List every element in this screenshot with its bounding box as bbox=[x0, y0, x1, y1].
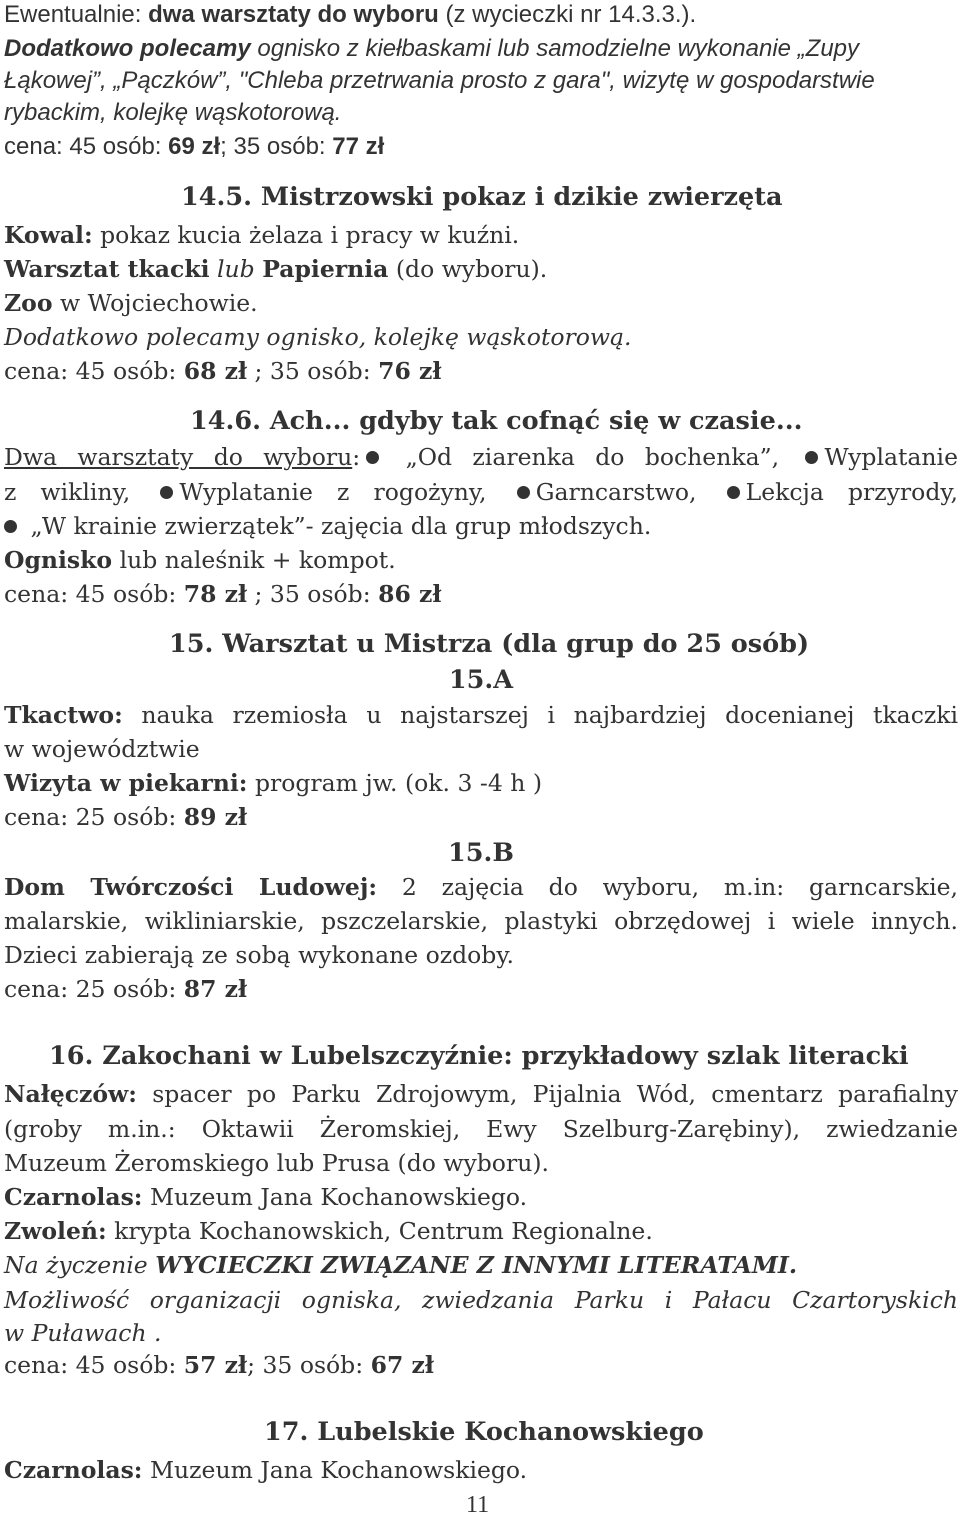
s16-naleczow-3: Muzeum Żeromskiego lub Prusa (do wyboru). bbox=[4, 1149, 549, 1177]
zyczenie-bold: WYCIECZKI ZWIĄZANE Z INNYMI LITERATAMI. bbox=[155, 1251, 798, 1279]
section-15b-title: 15.B bbox=[448, 838, 514, 868]
piekarnia-text: program jw. (ok. 3 -4 h ) bbox=[247, 769, 543, 797]
czarnolas-label: Czarnolas: bbox=[4, 1456, 143, 1484]
workshops-label: Dwa warsztaty do wyboru bbox=[4, 443, 353, 471]
bullet-icon bbox=[727, 486, 740, 499]
price-label: cena: bbox=[4, 580, 69, 608]
intro-recommend-text: ognisko z kiełbaskami lub samodzielne wykonanie „Zupy bbox=[250, 35, 860, 62]
czarnolas-text: Muzeum Jana Kochanowskiego. bbox=[142, 1456, 528, 1484]
price-label: cena: bbox=[4, 803, 69, 831]
price-label: cena: bbox=[4, 357, 69, 385]
price-text: 45 osób: bbox=[68, 580, 184, 608]
price-text: 45 osób: bbox=[62, 133, 169, 160]
price-label: cena: bbox=[4, 1351, 69, 1379]
workshop-item: Lekcja przyrody, bbox=[745, 478, 958, 506]
bullet-icon bbox=[805, 451, 818, 464]
s15-tkactwo bbox=[4, 700, 958, 730]
s15-dom-3: Dzieci zabierają ze sobą wykonane ozdoby. bbox=[4, 941, 514, 969]
section-15a-title: 15.A bbox=[448, 665, 514, 695]
s145-warsztat bbox=[4, 254, 547, 284]
price-value: 68 zł bbox=[183, 357, 248, 385]
czarnolas-label: Czarnolas: bbox=[4, 1183, 143, 1211]
s15b-price bbox=[4, 974, 247, 1004]
zoo-text: w Wojciechowie. bbox=[52, 289, 258, 317]
naleczow-text: spacer po Parku Zdrojowym, Pijalnia Wód, cmentarz parafialny bbox=[136, 1080, 958, 1108]
workshop-item: Wyplatanie bbox=[824, 443, 958, 471]
intro-line-3: Łąkowej”, „Pączków”, "Chleba przetrwania prosto z gara", wizytę w gospodarstwie bbox=[4, 67, 875, 94]
zwolen-label: Zwoleń: bbox=[4, 1217, 107, 1245]
piekarnia-label: Wizyta w piekarni: bbox=[4, 769, 248, 797]
intro-prefix: Ewentualnie: bbox=[4, 1, 149, 28]
workshop-item: „Od ziarenka do bochenka”, bbox=[405, 443, 780, 471]
ognisko-text: lub naleśnik + kompot. bbox=[112, 546, 396, 574]
price-text: ; 35 osób: bbox=[247, 1351, 371, 1379]
bullet-icon bbox=[4, 520, 17, 533]
price-text: 45 osób: bbox=[68, 357, 184, 385]
price-value: 77 zł bbox=[332, 133, 385, 160]
s16-zyczenie bbox=[4, 1250, 797, 1280]
s15-dom bbox=[4, 872, 958, 902]
intro-recommend-label: Dodatkowo polecamy bbox=[4, 35, 251, 62]
price-value: 86 zł bbox=[378, 580, 442, 608]
s15-piekarnia bbox=[4, 768, 542, 798]
bullet-icon bbox=[517, 486, 530, 499]
s16-naleczow-2: (groby m.in.: Oktawii Żeromskiej, Ewy Szelburg-Zarębiny), zwiedzanie bbox=[4, 1115, 958, 1143]
price-value: 87 zł bbox=[183, 975, 248, 1003]
bullet-icon bbox=[160, 486, 173, 499]
workshop-item: Wyplatanie z rogożyny, bbox=[179, 478, 487, 506]
workshop-item: z wikliny, bbox=[4, 478, 131, 506]
intro-line-1 bbox=[4, 0, 696, 30]
price-text: 45 osób: bbox=[68, 1351, 184, 1379]
price-label: cena: bbox=[4, 975, 69, 1003]
s16-czarnolas bbox=[4, 1182, 527, 1212]
warsztat-label: Warsztat tkacki bbox=[4, 255, 210, 283]
s145-price bbox=[4, 356, 441, 386]
s146-price bbox=[4, 579, 441, 609]
price-value: 69 zł bbox=[168, 133, 221, 160]
dom-text: 2 zajęcia do wyboru, m.in: garncarskie, bbox=[377, 873, 959, 901]
s146-ognisko bbox=[4, 545, 396, 575]
zyczenie-prefix: Na życzenie bbox=[4, 1251, 156, 1279]
dom-label: Dom Twórczości Ludowej: bbox=[4, 873, 378, 901]
s16-price bbox=[4, 1350, 434, 1380]
zwolen-text: krypta Kochanowskich, Centrum Regionalne. bbox=[106, 1217, 653, 1245]
price-value: 89 zł bbox=[183, 803, 248, 831]
price-value: 57 zł bbox=[183, 1351, 248, 1379]
price-value: 67 zł bbox=[370, 1351, 434, 1379]
czarnolas-text: Muzeum Jana Kochanowskiego. bbox=[142, 1183, 528, 1211]
s16-mozliwosc-2: w Puławach . bbox=[4, 1319, 162, 1347]
price-value: 76 zł bbox=[378, 357, 442, 385]
s15a-price bbox=[4, 802, 247, 832]
zoo-label: Zoo bbox=[4, 289, 53, 317]
kowal-text: pokaz kucia żelaza i pracy w kuźni. bbox=[92, 221, 520, 249]
page-number: 11 bbox=[466, 1492, 490, 1518]
price-text: ; 35 osób: bbox=[247, 357, 379, 385]
section-16-title: 16. Zakochani w Lubelszczyźnie: przykładowy szlak literacki bbox=[49, 1041, 909, 1071]
s15-dom-2: malarskie, wikliniarskie, pszczelarskie, plastyki obrzędowej i wiele innych. bbox=[4, 907, 958, 935]
tkactwo-text: nauka rzemiosła u najstarszej i najbardziej docenianej tkaczki bbox=[122, 701, 958, 729]
price-text: ; 35 osób: bbox=[220, 133, 333, 160]
s145-extra: Dodatkowo polecamy ognisko, kolejkę wąskotorową. bbox=[4, 323, 632, 351]
bullet-icon bbox=[366, 451, 379, 464]
s15-tkactwo-2: w województwie bbox=[4, 735, 200, 763]
workshop-item: Garncarstwo, bbox=[535, 478, 697, 506]
s16-mozliwosc: Możliwość organizacji ogniska, zwiedzania Parku i Pałacu Czartoryskich bbox=[4, 1286, 958, 1314]
papiernia-label: Papiernia bbox=[262, 255, 389, 283]
price-label: cena: bbox=[4, 133, 63, 160]
s145-kowal bbox=[4, 220, 519, 250]
section-17-title: 17. Lubelskie Kochanowskiego bbox=[264, 1417, 704, 1447]
kowal-label: Kowal: bbox=[4, 221, 93, 249]
ognisko-label: Ognisko bbox=[4, 546, 113, 574]
price-value: 78 zł bbox=[183, 580, 248, 608]
price-text: ; 35 osób: bbox=[247, 580, 379, 608]
s17-czarnolas bbox=[4, 1455, 527, 1485]
price-text: 25 osób: bbox=[68, 803, 184, 831]
intro-line-4: rybackim, kolejkę wąskotorową. bbox=[4, 99, 342, 126]
section-14-5-title: 14.5. Mistrzowski pokaz i dzikie zwierzęta bbox=[181, 182, 783, 212]
section-14-6-title: 14.6. Ach... gdyby tak cofnąć się w czasie... bbox=[190, 406, 803, 436]
s146-line-1: Dwa warsztaty do wyboru: „Od ziarenka do bochenka”, Wyplatanie bbox=[4, 443, 958, 471]
naleczow-label: Nałęczów: bbox=[4, 1080, 137, 1108]
s145-zoo bbox=[4, 288, 258, 318]
intro-line-2 bbox=[4, 34, 859, 64]
lub-text: lub bbox=[209, 255, 263, 283]
s16-zwolen bbox=[4, 1216, 653, 1246]
price-text: 25 osób: bbox=[68, 975, 184, 1003]
intro-bold: dwa warsztaty do wyboru bbox=[148, 1, 439, 28]
s16-naleczow bbox=[4, 1079, 958, 1109]
s146-line-3 bbox=[4, 511, 651, 541]
tkactwo-label: Tkactwo: bbox=[4, 701, 123, 729]
intro-price bbox=[4, 132, 384, 162]
intro-suffix: (z wycieczki nr 14.3.3.). bbox=[438, 1, 697, 28]
section-15-title: 15. Warsztat u Mistrza (dla grup do 25 osób) bbox=[169, 629, 810, 659]
workshop-item: „W krainie zwierzątek”- zajęcia dla grup młodszych. bbox=[30, 512, 652, 540]
s146-line-2 bbox=[4, 477, 958, 507]
warsztat-rest: (do wyboru). bbox=[388, 255, 548, 283]
